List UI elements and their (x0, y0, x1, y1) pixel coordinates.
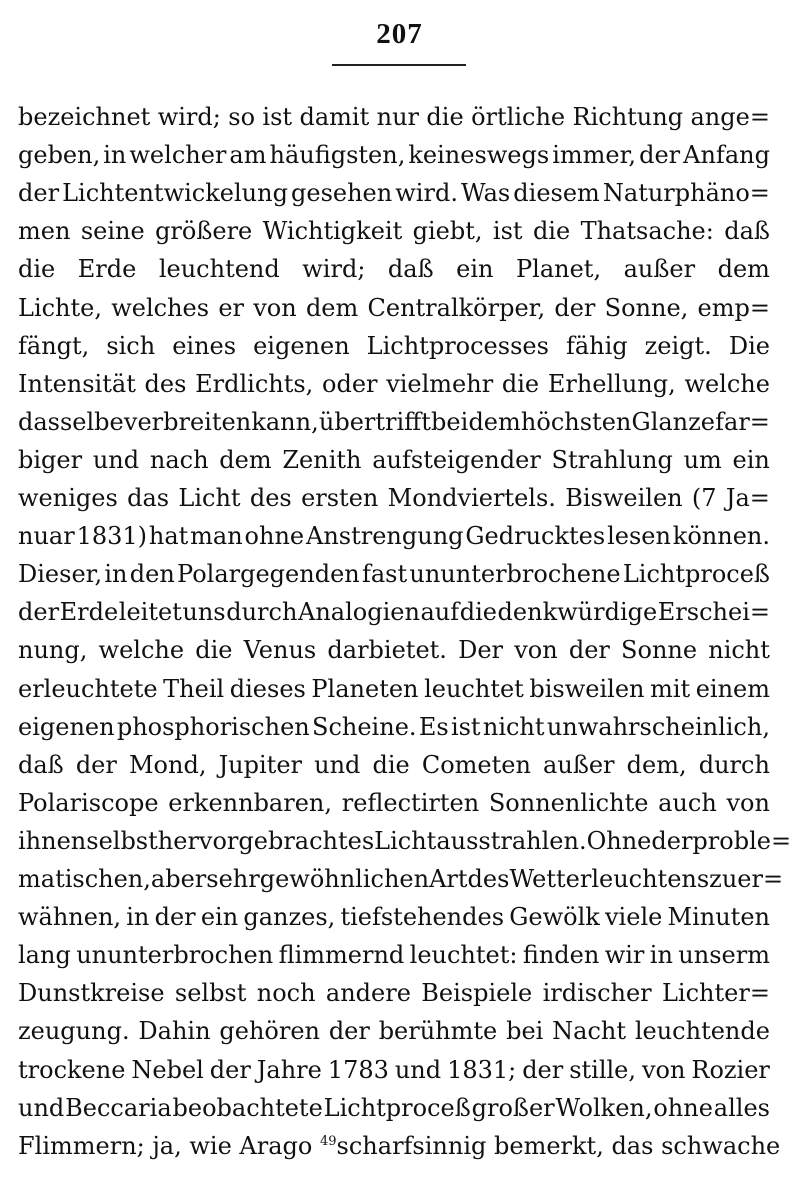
text-line: dasselbe verbreiten kann, übertrifft bei dem höchsten Glanze far= (18, 407, 770, 436)
text-line: daß der Mond, Jupiter und die Cometen außer dem, durch (18, 750, 770, 779)
text-line: Lichte, welches er von dem Centralkörper, der Sonne, emp= (18, 293, 770, 322)
text-line: trockene Nebel der Jahre 1783 und 1831; der stille, von Rozier (18, 1055, 770, 1084)
text-line: weniges das Licht des ersten Mondviertels. Bisweilen (7 Ja= (18, 484, 770, 512)
text-line: der Lichtentwickelung gesehen wird. Was diesem Naturphäno= (18, 179, 770, 208)
text-line: men seine größere Wichtigkeit giebt, ist die Thatsache: daß (18, 217, 770, 246)
text-line: erleuchtete Theil dieses Planeten leuchtet bisweilen mit einem (18, 674, 770, 703)
footnote-marker: 49 (320, 1133, 337, 1149)
text-after-note: scharfsinnig bemerkt, das schwache (336, 1131, 781, 1160)
text-line: der Erde leitet uns durch Analogien auf die denkwürdige Erschei= (18, 598, 770, 627)
text-line-last (18, 1127, 781, 1165)
text-line: die Erde leuchtend wird; daß ein Planet, außer dem (18, 255, 770, 284)
text-line: bezeichnet wird; so ist damit nur die örtliche Richtung ange= (18, 103, 770, 131)
text-line: fängt, sich eines eigenen Lichtprocesses fähig zeigt. Die (18, 331, 770, 360)
text-line: wähnen, in der ein ganzes, tiefstehendes Gewölk viele Minuten (18, 903, 770, 932)
text-line: matischen, aber sehr gewöhnlichen Art des Wetterleuchtens zu er= (18, 865, 784, 893)
text-line: zeugung. Dahin gehören der berühmte bei Nacht leuchtende (18, 1017, 770, 1046)
text-line: Dieser, in den Polargegenden fast ununterbrochene Lichtproceß (18, 560, 770, 589)
text-line: nung, welche die Venus darbietet. Der von der Sonne nicht (18, 636, 770, 665)
text-line: nuar 1831) hat man ohne Anstrengung Gedrucktes lesen können. (18, 522, 770, 551)
page-number: 207 (376, 18, 423, 50)
text-line: lang ununterbrochen flimmernd leuchtet: finden wir in unserm (18, 941, 770, 970)
text-line: ihnen selbst hervorgebrachtes Licht ausstrahlen. Ohne der proble= (18, 826, 792, 855)
text-line: geben, in welcher am häufigsten, keineswegs immer, der Anfang (18, 141, 770, 170)
text-line: Polariscope erkennbaren, reflectirten Sonnenlichte auch von (18, 788, 770, 817)
text-before-note: Flimmern; ja, wie Arago (18, 1131, 313, 1160)
text-line: Intensität des Erdlichts, oder vielmehr die Erhellung, welche (18, 369, 770, 398)
text-line: biger und nach dem Zenith aufsteigender Strahlung um ein (18, 445, 770, 474)
header-rule (332, 64, 466, 66)
text-line: Dunstkreise selbst noch andere Beispiele irdischer Lichter= (18, 979, 770, 1008)
text-line: und Beccaria beobachtete Lichtproceß großer Wolken, ohne alles (18, 1093, 770, 1122)
text-line: eigenen phosphorischen Scheine. Es ist nicht unwahrscheinlich, (18, 712, 770, 741)
